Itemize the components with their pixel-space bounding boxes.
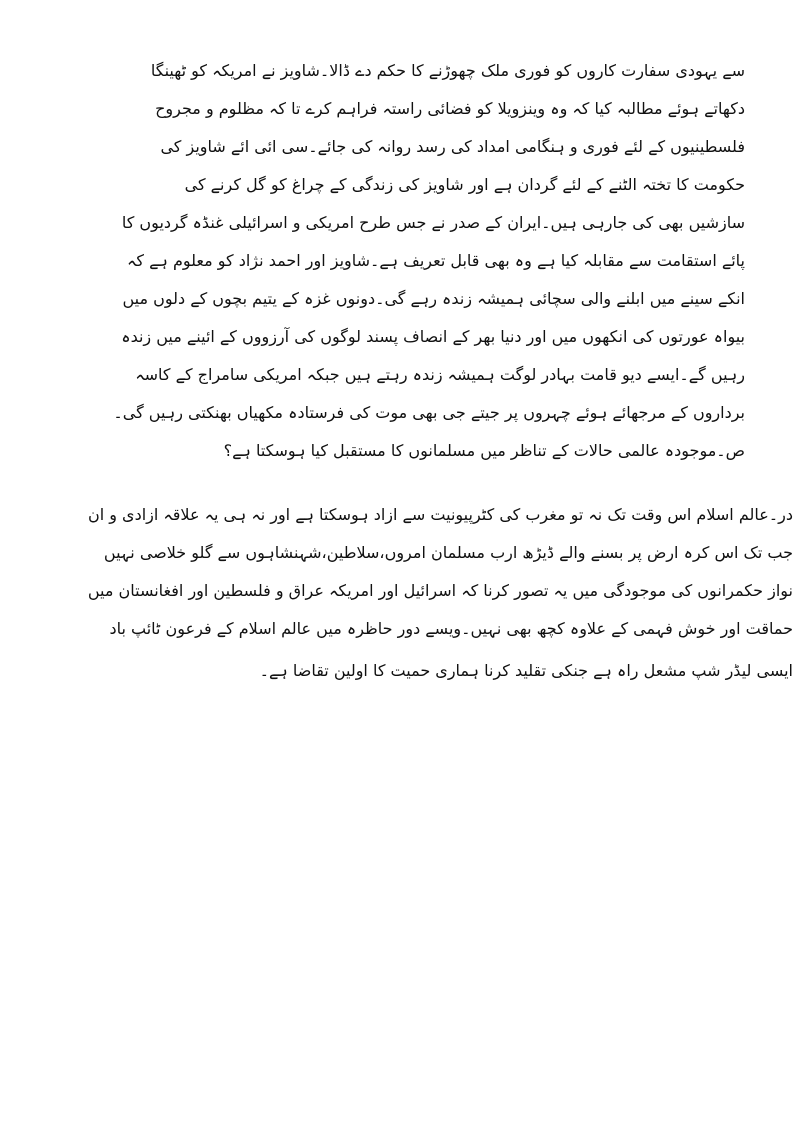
answer-line: حماقت اور خوش فہمی کے علاوہ کچھ بھی نہیں۔ویسے دور حاظرہ میں عالم اسلام کے فرعون ٹائپ باد [109, 619, 793, 638]
question-line: ص۔موجودہ عالمی حالات کے تناظر میں مسلمانوں کا مستقبل کیا ہوسکتا ہے؟ [223, 441, 745, 460]
paragraph-line: حکومت کا تختہ الٹنے کے لئے گردان ہے اور شاویز کی زندگی کے چراغ کو گل کرنے کی [184, 175, 745, 194]
answer-line: جب تک اس کرہ ارض پر بسنے والے ڈیڑھ ارب مسلمان امروں،سلاطین،شہنشاہوں سے گلو خلاصی نہیں [103, 543, 793, 562]
paragraph-line: بیواہ عورتوں کی انکھوں میں اور دنیا بھر کے انصاف پسند لوگوں کی آرزووں کے ائینے میں زندہ [121, 327, 745, 346]
paragraph-line: برداروں کے مرجھائے ہوئے چہروں پر جیتے جی بھی موت کی فرستادہ مکھیاں بھنکتی رہیں گی۔ [113, 403, 745, 422]
paragraph-line: دکھاتے ہوئے مطالبہ کیا کہ وہ وینزویلا کو فضائی راستہ فراہم کرے تا کہ مظلوم و مجروح [155, 99, 745, 118]
paragraph-line: رہیں گے۔ایسے دیو قامت بہادر لوگت ہمیشہ زندہ رہتے ہیں جبکہ امریکی سامراج کے کاسہ [135, 365, 745, 384]
paragraph-line: فلسطینیوں کے لئے فوری و ہنگامی امداد کی رسد روانہ کی جائے۔سی ائی ائے شاویز کی [160, 137, 745, 156]
answer-line: نواز حکمرانوں کی موجودگی میں یہ تصور کرنا کہ اسرائیل اور امریکہ عراق و فلسطین اور افغانستان میں [87, 581, 793, 600]
paragraph-line: سازشیں بھی کی جارہی ہیں۔ایران کے صدر نے جس طرح امریکی و اسرائیلی غنڈہ گردیوں کا [121, 213, 745, 232]
paragraph-line: سے یہودی سفارت کاروں کو فوری ملک چھوڑنے کا حکم دے ڈالا۔شاویز نے امریکہ کو ٹھینگا [150, 61, 745, 80]
answer-line: ایسی لیڈر شپ مشعل راہ ہے جنکی تقلید کرنا ہماری حمیت کا اولین تقاضا ہے۔ [259, 661, 793, 680]
paragraph-line: پائے استقامت سے مقابلہ کیا ہے وہ بھی قابل تعریف ہے۔شاویز اور احمد نژاد کو معلوم ہے کہ [127, 251, 745, 270]
answer-line: در۔عالم اسلام اس وقت تک نہ تو مغرب کی کٹرپیونیت سے ازاد ہوسکتا ہے اور نہ ہی یہ علاقہ ازادی و ان [87, 505, 793, 524]
paragraph-line: انکے سینے میں ابلنے والی سچائی ہمیشہ زندہ رہے گی۔دونوں غزہ کے یتیم بچوں کے دلوں میں [122, 289, 745, 308]
